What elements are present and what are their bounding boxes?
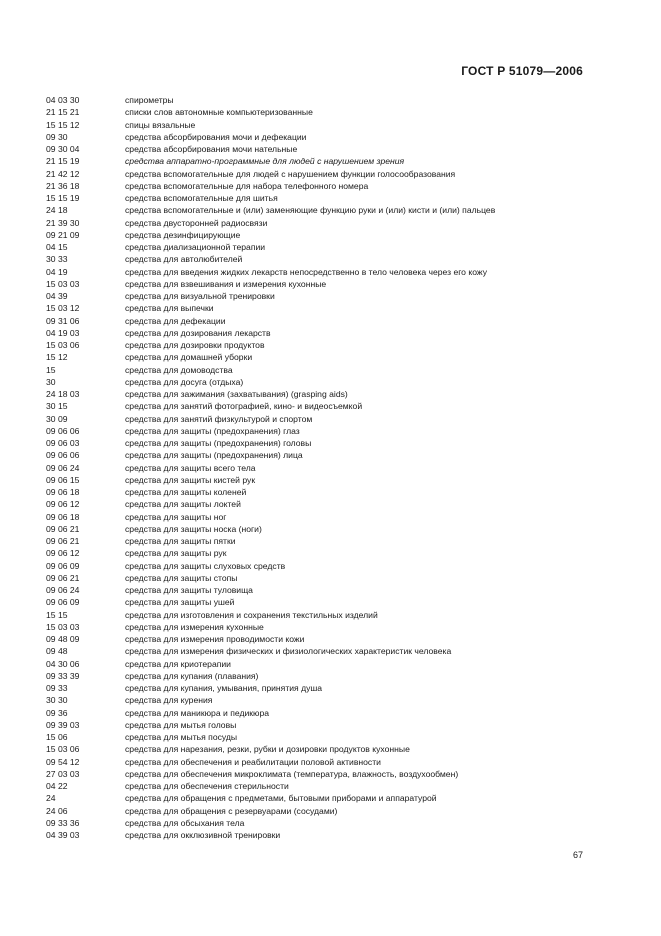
entry-term: средства диализационной терапии <box>125 242 266 252</box>
entry-code: 09 06 24 <box>46 462 80 473</box>
index-entry <box>46 817 566 829</box>
index-entry <box>46 327 566 339</box>
index-entry <box>46 229 566 241</box>
entry-term: средства для защиты пятки <box>125 536 236 546</box>
entry-code: 09 48 09 <box>46 634 80 644</box>
entry-term: средства для занятий физкультурой и спортом <box>125 413 313 424</box>
entry-code: 15 15 19 <box>46 193 80 203</box>
index-entry <box>46 425 566 437</box>
entry-term: средства для обеспечения микроклимата (температура, влажность, воздухообмен) <box>125 768 459 779</box>
entry-code: 21 36 18 <box>46 180 80 191</box>
entry-code: 15 <box>46 364 56 375</box>
entry-term: средства абсорбирования мочи нательные <box>125 144 298 154</box>
entry-term: средства для защиты рук <box>125 548 227 559</box>
index-entry <box>46 339 566 351</box>
entry-code: 09 31 06 <box>46 315 80 326</box>
entry-code: 09 06 21 <box>46 523 80 534</box>
index-entry <box>46 192 566 204</box>
entry-code: 04 39 03 <box>46 830 80 840</box>
entry-term: средства для мытья головы <box>125 719 237 730</box>
entry-term: средства для визуальной тренировки <box>125 291 275 301</box>
index-entry <box>46 805 566 817</box>
index-entry <box>46 474 566 486</box>
entry-code: 24 18 <box>46 205 68 216</box>
index-entry <box>46 302 566 314</box>
entry-code: 09 06 06 <box>46 425 80 436</box>
entry-term: средства для купания (плавания) <box>125 670 259 681</box>
index-entry <box>46 694 566 706</box>
entry-term: средства для изготовления и сохранения текстильных изделий <box>125 609 378 620</box>
index-entry <box>46 400 566 412</box>
entry-term: средства двусторонней радиосвязи <box>125 217 268 228</box>
entry-code: 24 06 <box>46 805 68 816</box>
entry-code: 30 30 <box>46 695 68 706</box>
entry-code: 09 21 09 <box>46 229 80 240</box>
entry-code: 09 33 36 <box>46 817 80 828</box>
entry-code: 09 06 09 <box>46 560 80 571</box>
entry-code: 09 30 04 <box>46 144 80 154</box>
entry-code: 24 <box>46 793 56 804</box>
entry-term: средства для зажимания (захватывания) (grasping aids) <box>125 389 348 399</box>
index-entry <box>46 376 566 388</box>
entry-term: спицы вязальные <box>125 119 196 130</box>
index-entry <box>46 547 566 559</box>
entry-term: средства для защиты локтей <box>125 499 241 510</box>
index-entry <box>46 609 566 621</box>
entry-code: 04 03 30 <box>46 95 80 105</box>
entry-code: 21 15 21 <box>46 107 80 118</box>
entry-code: 09 06 03 <box>46 438 80 448</box>
index-entry <box>46 290 566 302</box>
entry-code: 30 33 <box>46 254 68 265</box>
entry-term: средства для домоводства <box>125 364 233 375</box>
index-entry <box>46 596 566 608</box>
index-entry <box>46 780 566 792</box>
entry-code: 15 03 03 <box>46 621 80 632</box>
entry-term: средства для измерения проводимости кожи <box>125 634 305 644</box>
entry-term: средства для защиты ушей <box>125 597 235 608</box>
index-entry <box>46 719 566 731</box>
entry-term: средства для защиты туловища <box>125 585 253 595</box>
index-entry <box>46 413 566 425</box>
entry-term: средства вспомогательные для шитья <box>125 193 278 203</box>
entry-code: 09 06 21 <box>46 536 80 546</box>
entry-code: 09 36 <box>46 707 68 718</box>
entry-term: средства для обеспечения стерильности <box>125 781 289 791</box>
index-entry <box>46 388 566 400</box>
entry-term: средства для введения жидких лекарств непосредственно в тело человека через его кожу <box>125 266 488 277</box>
entry-code: 09 33 <box>46 683 68 693</box>
entry-code: 09 06 24 <box>46 585 80 595</box>
entry-code: 04 39 <box>46 291 68 301</box>
index-entry <box>46 572 566 584</box>
entry-term: средства для защиты стопы <box>125 572 238 583</box>
page-number: 67 <box>572 850 583 860</box>
entry-term: средства для криотерапии <box>125 658 231 669</box>
index-entry <box>46 278 566 290</box>
entry-term: средства для обеспечения и реабилитации половой активности <box>125 756 381 767</box>
index-entry <box>46 364 566 376</box>
entry-term: средства дезинфицирующие <box>125 229 241 240</box>
entry-term: средства для измерения физических и физиологических характеристик человека <box>125 646 452 657</box>
index-entry <box>46 217 566 229</box>
entry-term: списки слов автономные компьютеризованные <box>125 107 313 118</box>
entry-code: 30 <box>46 376 56 387</box>
entry-code: 21 15 19 <box>46 156 80 167</box>
index-entry <box>46 143 566 155</box>
entry-code: 15 03 06 <box>46 340 80 350</box>
entry-code: 09 48 <box>46 646 68 657</box>
entry-code: 09 33 39 <box>46 670 80 681</box>
entry-code: 04 15 <box>46 242 68 252</box>
entry-term: средства для измерения кухонные <box>125 621 264 632</box>
entry-code: 09 06 12 <box>46 548 80 559</box>
index-entry <box>46 498 566 510</box>
entry-term: средства для дефекации <box>125 315 226 326</box>
index-entry <box>46 204 566 216</box>
index-entry <box>46 119 566 131</box>
index-entry <box>46 437 566 449</box>
entry-term: средства вспомогательные для людей с нарушением функции голосообразования <box>125 168 456 179</box>
index-entry <box>46 584 566 596</box>
entry-code: 04 30 06 <box>46 658 80 669</box>
entry-term: средства для защиты (предохранения) лица <box>125 450 303 461</box>
index-entry <box>46 131 566 143</box>
entry-code: 09 06 18 <box>46 511 80 522</box>
index-entry <box>46 829 566 841</box>
entry-code: 15 03 12 <box>46 303 80 314</box>
index-entry <box>46 707 566 719</box>
entry-term: средства для защиты (предохранения) глаз <box>125 425 300 436</box>
entry-code: 15 06 <box>46 732 68 742</box>
entry-term: средства для взвешивания и измерения кухонные <box>125 278 327 289</box>
entry-code: 15 03 06 <box>46 744 80 755</box>
entry-term: средства для занятий фотографией, кино- и видеосъемкой <box>125 401 363 412</box>
entry-term: средства для досуга (отдыха) <box>125 376 244 387</box>
entry-code: 15 15 <box>46 609 68 620</box>
index-entry <box>46 106 566 118</box>
entry-term: средства аппаратно-программные для людей с нарушением зрения <box>125 156 405 167</box>
index-entry <box>46 792 566 804</box>
entry-term: средства для защиты носка (ноги) <box>125 523 262 534</box>
index-entry <box>46 768 566 780</box>
entry-code: 09 06 12 <box>46 499 80 510</box>
entry-term: средства для выпечки <box>125 303 214 314</box>
entry-code: 30 09 <box>46 413 68 424</box>
index-entry <box>46 756 566 768</box>
entry-term: средства для обращения с предметами, бытовыми приборами и аппаратурой <box>125 793 437 804</box>
entry-term: средства абсорбирования мочи и дефекации <box>125 131 307 142</box>
index-entry <box>46 486 566 498</box>
entry-code: 30 15 <box>46 401 68 412</box>
entry-code: 24 18 03 <box>46 389 80 399</box>
index-entry <box>46 462 566 474</box>
index-entry <box>46 523 566 535</box>
entry-term: средства для дозировки продуктов <box>125 340 265 350</box>
entry-term: средства для защиты коленей <box>125 487 247 497</box>
index-entry <box>46 743 566 755</box>
entry-code: 27 03 03 <box>46 768 80 779</box>
entry-code: 09 54 12 <box>46 756 80 767</box>
entry-code: 09 06 15 <box>46 474 80 485</box>
entry-code: 04 19 03 <box>46 327 80 338</box>
entry-term: средства для обсыхания тела <box>125 817 245 828</box>
document-header: ГОСТ Р 51079—2006 <box>461 64 583 78</box>
index-entry <box>46 94 566 106</box>
index-entry <box>46 670 566 682</box>
entry-code: 21 39 30 <box>46 217 80 228</box>
index-entry <box>46 633 566 645</box>
entry-term: средства для мытья посуды <box>125 732 238 742</box>
entry-code: 09 06 06 <box>46 450 80 461</box>
entry-term: средства вспомогательные и (или) заменяющие функцию руки и (или) кисти и (или) пальцев <box>125 205 496 216</box>
entry-term: средства для маникюра и педикюра <box>125 707 270 718</box>
index-entry <box>46 351 566 363</box>
entry-term: средства для защиты кистей рук <box>125 474 256 485</box>
index-entry <box>46 621 566 633</box>
index-entries <box>46 94 566 841</box>
entry-code: 09 06 21 <box>46 572 80 583</box>
entry-term: средства для обращения с резервуарами (сосудами) <box>125 805 338 816</box>
index-entry <box>46 645 566 657</box>
entry-code: 09 30 <box>46 131 68 142</box>
entry-code: 04 19 <box>46 266 68 277</box>
entry-term: средства для защиты слуховых средств <box>125 560 286 571</box>
entry-term: средства для купания, умывания, принятия душа <box>125 683 323 693</box>
index-entry <box>46 180 566 192</box>
entry-term: средства для защиты всего тела <box>125 462 256 473</box>
entry-term: средства для нарезания, резки, рубки и дозировки продуктов кухонные <box>125 744 410 755</box>
index-entry <box>46 253 566 265</box>
entry-term: средства для дозирования лекарств <box>125 327 271 338</box>
index-entry <box>46 168 566 180</box>
entry-code: 09 06 18 <box>46 487 80 497</box>
index-entry <box>46 535 566 547</box>
entry-term: средства для защиты ног <box>125 511 227 522</box>
entry-code: 15 03 03 <box>46 278 80 289</box>
entry-code: 21 42 12 <box>46 168 80 179</box>
entry-term: спирометры <box>125 95 174 105</box>
entry-term: средства вспомогательные для набора телефонного номера <box>125 180 369 191</box>
index-entry <box>46 511 566 523</box>
index-entry <box>46 155 566 167</box>
entry-term: средства для автолюбителей <box>125 254 243 265</box>
index-entry <box>46 241 566 253</box>
entry-term: средства для домашней уборки <box>125 352 253 363</box>
index-entry <box>46 449 566 461</box>
entry-code: 15 12 <box>46 352 68 363</box>
entry-code: 09 06 09 <box>46 597 80 608</box>
index-entry <box>46 682 566 694</box>
entry-code: 04 22 <box>46 781 68 791</box>
index-entry <box>46 315 566 327</box>
index-entry <box>46 560 566 572</box>
entry-code: 09 39 03 <box>46 719 80 730</box>
entry-term: средства для курения <box>125 695 213 706</box>
entry-term: средства для защиты (предохранения) головы <box>125 438 312 448</box>
index-entry <box>46 658 566 670</box>
entry-term: средства для окклюзивной тренировки <box>125 830 281 840</box>
entry-code: 15 15 12 <box>46 119 80 130</box>
index-entry <box>46 266 566 278</box>
index-entry <box>46 731 566 743</box>
